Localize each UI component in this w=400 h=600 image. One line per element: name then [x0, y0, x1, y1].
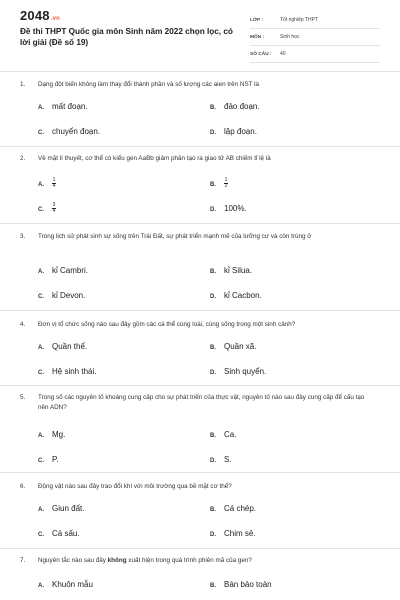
option-c[interactable]: C. P. [38, 455, 59, 464]
question-body: Đơn vị tổ chức sống nào sau đây gồm các cá thể cùng loài, cùng sống trong một sinh cảnh? [38, 321, 296, 328]
question-body: Trong số các nguyên tố khoáng cung cấp cho sự phát triển của thực vật, nguyên tố nào sau đây cung cấp để cấu tạo nên ADN? [38, 394, 365, 411]
emphasis: không [107, 557, 127, 564]
divider [0, 385, 400, 386]
option-b[interactable]: B. Quần xã. [210, 342, 257, 351]
option-a[interactable]: A. Quần thể. [38, 342, 88, 351]
question-number: 5. [20, 394, 26, 401]
meta-key: MÔN : [250, 34, 265, 40]
option-text: Mg. [52, 430, 66, 439]
page-title: Đề thi THPT Quốc gia môn Sinh năm 2022 chọn lọc, có lời giải (Đề số 19) [20, 27, 233, 47]
option-d[interactable]: D. lặp đoạn. [210, 127, 257, 136]
question-number: 2. [20, 155, 26, 162]
fraction: $\frac{1}{2}$ [224, 177, 228, 189]
meta-value: Tốt nghiệp THPT [280, 17, 318, 23]
option-text: Cá chép. [224, 504, 257, 513]
option-text: P. [52, 455, 59, 464]
frac-num: 1 [52, 177, 56, 183]
frac-den: 4 [52, 183, 56, 189]
meta-key: LỚP : [250, 17, 264, 23]
option-b[interactable]: B. Bán bảo toàn [210, 580, 272, 589]
option-text: Quần thể. [52, 342, 88, 351]
option-text: kỉ Cacbon. [224, 291, 262, 300]
option-c[interactable]: C. Hệ sinh thái. [38, 367, 97, 376]
option-d[interactable]: D. Sinh quyển. [210, 367, 267, 376]
divider [0, 71, 400, 72]
option-text: chuyển đoạn. [52, 127, 101, 136]
option-text: mất đoạn. [52, 102, 88, 111]
option-text: Hệ sinh thái. [52, 367, 97, 376]
question-body: Dạng đột biến không làm thay đổi thành phần và số lượng các alen trên NST là [38, 81, 260, 88]
option-d[interactable]: D. kỉ Cacbon. [210, 291, 262, 300]
option-text: đảo đoạn. [224, 102, 260, 111]
option-a[interactable]: A. mất đoạn. [38, 102, 88, 111]
option-text: Giun đất. [52, 504, 85, 513]
question-number: 1. [20, 81, 26, 88]
question-number: 6. [20, 483, 26, 490]
question-text [20, 232, 370, 242]
question-number: 7. [20, 557, 26, 564]
option-text: Quần xã. [224, 342, 257, 351]
question-number: 3. [20, 233, 26, 240]
document-header [0, 0, 400, 68]
question-text [20, 320, 370, 330]
option-d[interactable]: D. 100%. [210, 204, 247, 213]
option-text: Bán bảo toàn [224, 580, 272, 589]
option-b[interactable]: B. kỉ Silua. [210, 266, 253, 275]
option-text: kỉ Cambri. [52, 266, 89, 275]
meta-value: Sinh học [280, 34, 300, 40]
option-text: lặp đoạn. [224, 127, 257, 136]
option-b[interactable]: B. Ca. [210, 430, 237, 439]
question-text [20, 80, 370, 90]
option-a[interactable]: A. $\frac{1}{4}$ [38, 177, 56, 189]
question-number: 4. [20, 321, 26, 328]
meta-row-class [250, 12, 380, 29]
option-b[interactable]: B. Cá chép. [210, 504, 257, 513]
option-c[interactable]: C. $\frac{3}{4}$ [38, 202, 56, 214]
option-d[interactable]: D. S. [210, 455, 232, 464]
divider [0, 310, 400, 311]
option-a[interactable]: A. Giun đất. [38, 504, 85, 513]
divider [0, 146, 400, 147]
site-logo[interactable] [20, 8, 60, 23]
option-c[interactable]: C. chuyển đoạn. [38, 127, 101, 136]
meta-value: 40 [280, 51, 286, 57]
option-b[interactable]: B. đảo đoạn. [210, 102, 260, 111]
logo-suffix: .vn [50, 16, 61, 22]
option-text: Ca. [224, 430, 237, 439]
option-text: Sinh quyển. [224, 367, 267, 376]
question-body: Về mặt lí thuyết, cơ thể có kiểu gen AaBb giảm phân tạo ra giao tử AB chiếm tỉ lệ là [38, 155, 271, 162]
question-text [20, 482, 370, 492]
question-body: Động vật nào sau đây trao đổi khí với môi trường qua bề mặt cơ thể? [38, 483, 232, 490]
option-a[interactable]: A. Khuôn mẫu [38, 580, 93, 589]
question-text [20, 556, 370, 566]
option-text: kỉ Silua. [224, 266, 253, 275]
meta-table [250, 12, 380, 63]
option-text: 100%. [224, 204, 247, 213]
option-b[interactable]: B. $\frac{1}{2}$ [210, 177, 228, 189]
question-text [20, 154, 370, 164]
meta-row-count [250, 46, 380, 63]
option-d[interactable]: D. Chim sẻ. [210, 529, 256, 538]
divider [0, 223, 400, 224]
divider [0, 548, 400, 549]
meta-key: SỐ CÂU : [250, 51, 272, 57]
option-text: kỉ Devon. [52, 291, 86, 300]
fraction: $\frac{3}{4}$ [52, 202, 56, 214]
question-body: Nguyên tắc nào sau đây không xuất hiện trong quá trình phiên mã của gen? [38, 557, 252, 564]
option-text: Khuôn mẫu [52, 580, 93, 589]
logo-text: 2048 [20, 8, 50, 23]
question-body: Trong lịch sử phát sinh sự sống trên Trái Đất, sự phát triển mạnh mẽ của lưỡng cư và côn trùng ở [38, 233, 312, 240]
option-c[interactable]: C. Cá sấu. [38, 529, 80, 538]
fraction [52, 178, 56, 189]
option-a[interactable]: A. Mg. [38, 430, 66, 439]
option-c[interactable]: C. kỉ Devon. [38, 291, 86, 300]
option-text: Chim sẻ. [224, 529, 256, 538]
question-text [20, 393, 370, 413]
option-text: S. [224, 455, 232, 464]
meta-row-subject [250, 29, 380, 46]
option-a[interactable]: A. kỉ Cambri. [38, 266, 89, 275]
option-text: Cá sấu. [52, 529, 80, 538]
divider [0, 472, 400, 473]
